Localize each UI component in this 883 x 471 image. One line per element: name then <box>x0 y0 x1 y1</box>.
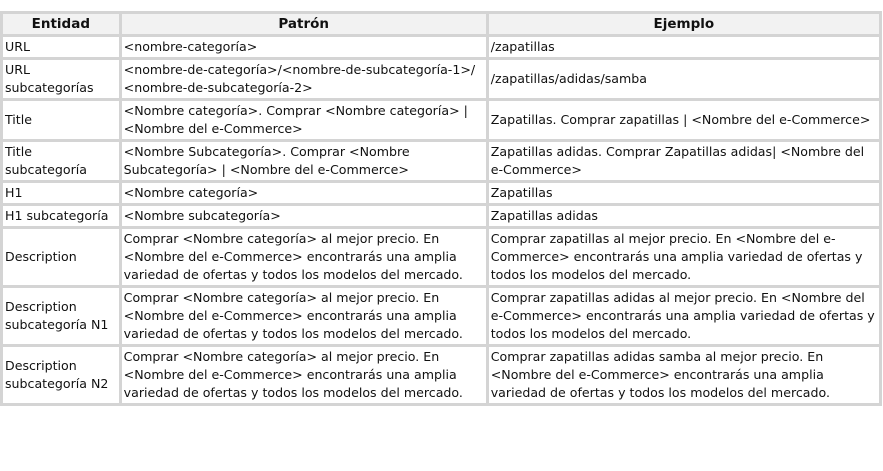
header-ejemplo: Ejemplo <box>489 14 879 34</box>
table-row <box>3 229 879 285</box>
table-row <box>3 206 879 226</box>
entidad-cell: Description subcategoría N2 <box>3 347 119 403</box>
ejemplo-cell: Comprar zapatillas al mejor precio. En <Nombre del e-Commerce> encontrarás una amplia variedad de ofertas y todos los modelos del mercado. <box>489 229 879 285</box>
header-entidad: Entidad <box>3 14 119 34</box>
patron-cell: <nombre-de-categoría>/<nombre-de-subcategoría-1>/<nombre-de-subcategoría-2> <box>122 60 486 98</box>
ejemplo-cell: Comprar zapatillas adidas samba al mejor precio. En <Nombre del e-Commerce> encontrarás una amplia variedad de ofertas y todos los modelos del mercado. <box>489 347 879 403</box>
patron-cell: <Nombre categoría> <box>122 183 486 203</box>
entidad-cell: H1 <box>3 183 119 203</box>
patron-cell: Comprar <Nombre categoría> al mejor precio. En <Nombre del e-Commerce> encontrarás una amplia variedad de ofertas y todos los modelos del mercado. <box>122 288 486 344</box>
ejemplo-cell: Zapatillas. Comprar zapatillas | <Nombre del e-Commerce> <box>489 101 879 139</box>
patron-cell: Comprar <Nombre categoría> al mejor precio. En <Nombre del e-Commerce> encontrarás una amplia variedad de ofertas y todos los modelos del mercado. <box>122 347 486 403</box>
patron-cell: <Nombre categoría>. Comprar <Nombre categoría> | <Nombre del e-Commerce> <box>122 101 486 139</box>
ejemplo-cell: /zapatillas/adidas/samba <box>489 60 879 98</box>
patron-cell: Comprar <Nombre categoría> al mejor precio. En <Nombre del e-Commerce> encontrarás una amplia variedad de ofertas y todos los modelos del mercado. <box>122 229 486 285</box>
patron-cell: <nombre-categoría> <box>122 37 486 57</box>
table-row <box>3 37 879 57</box>
ejemplo-cell: Zapatillas adidas <box>489 206 879 226</box>
table-row <box>3 60 879 98</box>
entidad-cell: Description <box>3 229 119 285</box>
header-patron: Patrón <box>122 14 486 34</box>
entidad-cell: Title subcategoría <box>3 142 119 180</box>
seo-pattern-table <box>0 11 882 406</box>
entidad-cell: Title <box>3 101 119 139</box>
seo-pattern-table-container <box>0 11 882 406</box>
table-row <box>3 183 879 203</box>
entidad-cell: Description subcategoría N1 <box>3 288 119 344</box>
table-row <box>3 288 879 344</box>
ejemplo-cell: /zapatillas <box>489 37 879 57</box>
patron-cell: <Nombre Subcategoría>. Comprar <Nombre Subcategoría> | <Nombre del e-Commerce> <box>122 142 486 180</box>
ejemplo-cell: Comprar zapatillas adidas al mejor precio. En <Nombre del e-Commerce> encontrarás una amplia variedad de ofertas y todos los modelos del mercado. <box>489 288 879 344</box>
ejemplo-cell: Zapatillas <box>489 183 879 203</box>
patron-cell: <Nombre subcategoría> <box>122 206 486 226</box>
ejemplo-cell: Zapatillas adidas. Comprar Zapatillas adidas| <Nombre del e-Commerce> <box>489 142 879 180</box>
table-row <box>3 347 879 403</box>
entidad-cell: URL <box>3 37 119 57</box>
table-row <box>3 101 879 139</box>
entidad-cell: URL subcategorías <box>3 60 119 98</box>
table-header-row <box>3 14 879 34</box>
entidad-cell: H1 subcategoría <box>3 206 119 226</box>
table-row <box>3 142 879 180</box>
